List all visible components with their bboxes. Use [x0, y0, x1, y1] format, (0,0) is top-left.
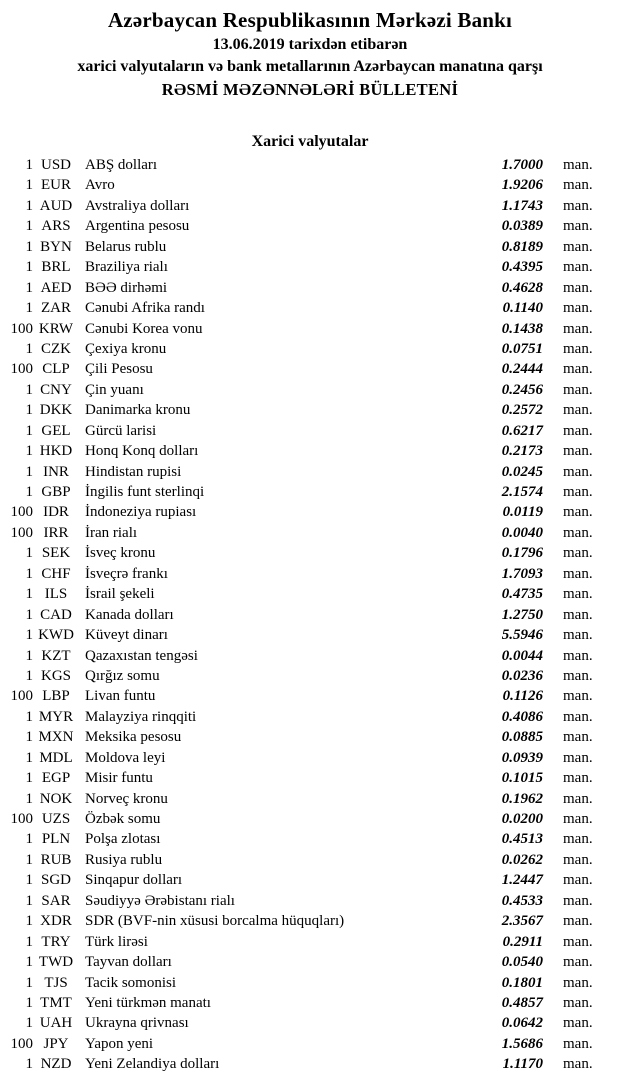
currency-name-cell: Səudiyyə Ərəbistanı rialı [85, 892, 235, 909]
quantity-cell: 1 [25, 627, 33, 644]
quantity-cell: 1 [25, 872, 33, 889]
quantity-cell: 1 [25, 279, 33, 296]
quantity-cell: 1 [25, 177, 33, 194]
table-row [0, 523, 620, 543]
currency-code-cell: USD [40, 157, 71, 173]
unit-cell: man. [563, 688, 593, 705]
unit-cell: man. [563, 933, 593, 950]
currency-name-cell: Livan funtu [85, 688, 156, 705]
quantity-cell: 1 [25, 708, 33, 725]
rate-cell: 0.0044 [501, 647, 543, 664]
table-row [0, 993, 620, 1013]
table-row [0, 1054, 620, 1073]
rate-cell: 0.2456 [501, 381, 543, 398]
currency-name-cell: BƏƏ dirhəmi [85, 279, 168, 296]
unit-cell: man. [563, 443, 593, 460]
currency-name-cell: Yeni türkmən manatı [85, 994, 211, 1011]
rate-cell: 0.4086 [501, 708, 543, 725]
rate-cell: 0.0245 [501, 463, 543, 480]
currency-name-cell: İran rialı [85, 524, 138, 541]
currency-name-cell: Norveç kronu [85, 790, 168, 807]
unit-cell: man. [563, 402, 593, 419]
quantity-cell: 1 [25, 340, 33, 357]
unit-cell: man. [563, 1015, 593, 1032]
currency-code-cell: TMT [40, 994, 72, 1011]
table-row [0, 359, 620, 379]
unit-cell: man. [563, 484, 593, 500]
currency-name-cell: Sinqapur dolları [85, 872, 183, 889]
currency-name-cell: SDR (BVF-nin xüsusi borcalma hüquqları) [85, 913, 345, 930]
rate-cell: 1.2750 [501, 606, 543, 623]
currency-name-cell: Çin yuanı [85, 381, 144, 398]
currency-name-cell: Rusiya rublu [85, 851, 163, 868]
rate-cell: 2.1574 [501, 484, 543, 500]
currency-code-cell: CZK [41, 340, 71, 357]
currency-code-cell: JPY [43, 1035, 69, 1052]
currency-name-cell: Belarus rublu [85, 238, 167, 255]
currency-code-cell: PLN [41, 831, 71, 848]
document-header [0, 0, 620, 101]
quantity-cell: 1 [25, 851, 33, 868]
table-row [0, 421, 620, 441]
table-row [0, 789, 620, 809]
quantity-cell: 1 [25, 667, 33, 684]
table-row [0, 502, 620, 522]
quantity-cell: 1 [25, 422, 33, 439]
table-row [0, 339, 620, 359]
currency-code-cell: XDR [40, 913, 72, 930]
quantity-cell: 1 [25, 586, 33, 603]
currency-name-cell: Yeni Zelandiya dolları [85, 1056, 220, 1073]
currency-name-cell: Qazaxıstan tengəsi [85, 647, 198, 664]
currency-code-cell: CHF [41, 565, 71, 582]
unit-cell: man. [563, 177, 593, 194]
currency-code-cell: SAR [41, 892, 71, 909]
currency-code-cell: CAD [40, 606, 72, 623]
quantity-cell: 1 [25, 443, 33, 460]
table-row [0, 666, 620, 686]
unit-cell: man. [563, 381, 593, 398]
unit-cell: man. [563, 913, 593, 930]
unit-cell: man. [563, 259, 593, 276]
section-title: Xarici valyutalar [251, 133, 369, 150]
table-row [0, 686, 620, 706]
currency-code-cell: TRY [41, 933, 71, 950]
rate-cell: 0.1962 [501, 790, 543, 807]
currency-code-cell: NOK [39, 790, 73, 807]
quantity-cell: 1 [25, 1056, 33, 1073]
quantity-cell: 100 [10, 811, 33, 827]
currency-code-cell: GBP [41, 484, 71, 500]
unit-cell: man. [563, 1056, 593, 1073]
table-row [0, 850, 620, 870]
quantity-cell: 1 [25, 749, 33, 766]
currency-name-cell: ABŞ dolları [85, 157, 158, 173]
rate-cell: 0.0540 [501, 954, 543, 971]
table-row [0, 911, 620, 931]
rate-cell: 1.9206 [501, 177, 543, 194]
quantity-cell: 1 [25, 1015, 33, 1032]
currency-name-cell: İndoneziya rupiası [85, 504, 197, 521]
unit-cell: man. [563, 831, 593, 848]
rate-cell: 0.0389 [501, 218, 543, 235]
rate-cell: 0.4735 [501, 586, 543, 603]
rate-cell: 1.7093 [501, 565, 543, 582]
rate-cell: 0.0642 [501, 1015, 543, 1032]
currency-code-cell: GEL [41, 422, 71, 439]
currency-name-cell: Küveyt dinarı [85, 627, 168, 644]
table-row [0, 973, 620, 993]
currency-name-cell: Qırğız somu [85, 667, 160, 684]
currency-name-cell: Moldova leyi [85, 749, 166, 766]
table-row [0, 441, 620, 461]
currency-name-cell: Yapon yeni [85, 1035, 154, 1052]
currency-code-cell: UZS [41, 811, 71, 827]
currency-name-cell: Türk lirəsi [85, 933, 148, 950]
table-row [0, 237, 620, 257]
unit-cell: man. [563, 749, 593, 766]
table-row [0, 870, 620, 890]
table-row [0, 298, 620, 318]
quantity-cell: 100 [10, 320, 33, 337]
table-row [0, 727, 620, 747]
quantity-cell: 1 [25, 218, 33, 235]
table-row [0, 564, 620, 584]
quantity-cell: 1 [25, 831, 33, 848]
table-row [0, 175, 620, 195]
table-row [0, 155, 620, 175]
rate-cell: 1.2447 [501, 872, 543, 889]
currency-name-cell: İsveç kronu [85, 545, 156, 562]
currency-code-cell: KWD [38, 627, 74, 644]
quantity-cell: 1 [25, 402, 33, 419]
currency-code-cell: CNY [40, 381, 72, 398]
unit-cell: man. [563, 524, 593, 541]
rate-cell: 1.1170 [502, 1056, 543, 1073]
currency-code-cell: IDR [43, 504, 69, 521]
currency-name-cell: Tacik somonisi [85, 974, 177, 991]
unit-cell: man. [563, 708, 593, 725]
unit-cell: man. [563, 1035, 593, 1052]
unit-cell: man. [563, 586, 593, 603]
rate-cell: 0.4395 [501, 259, 543, 276]
currency-code-cell: KZT [41, 647, 71, 664]
unit-cell: man. [563, 300, 593, 317]
table-row [0, 891, 620, 911]
table-row [0, 257, 620, 277]
table-row [0, 278, 620, 298]
table-row [0, 707, 620, 727]
rate-cell: 0.4513 [501, 831, 543, 848]
unit-cell: man. [563, 729, 593, 746]
quantity-cell: 1 [25, 197, 33, 214]
table-row [0, 646, 620, 666]
rate-cell: 0.0200 [501, 811, 543, 827]
currency-name-cell: İngilis funt sterlinqi [85, 484, 205, 500]
currency-code-cell: LBP [42, 688, 70, 705]
unit-cell: man. [563, 954, 593, 971]
currency-code-cell: RUB [40, 851, 72, 868]
quantity-cell: 1 [25, 647, 33, 664]
currency-name-cell: Çexiya kronu [85, 340, 167, 357]
rate-cell: 0.2173 [501, 443, 543, 460]
currency-code-cell: KGS [40, 667, 71, 684]
currency-code-cell: INR [43, 463, 69, 480]
currency-code-cell: BRL [41, 259, 71, 276]
currency-code-cell: BYN [40, 238, 72, 255]
currency-code-cell: EGP [41, 770, 71, 787]
unit-cell: man. [563, 545, 593, 562]
rate-cell: 0.1438 [501, 320, 543, 337]
quantity-cell: 1 [25, 484, 33, 500]
unit-cell: man. [563, 770, 593, 787]
quantity-cell: 1 [25, 545, 33, 562]
quantity-cell: 1 [25, 300, 33, 317]
quantity-cell: 100 [10, 1035, 33, 1052]
unit-cell: man. [563, 279, 593, 296]
rate-cell: 0.0119 [502, 504, 543, 521]
currency-name-cell: Braziliya rialı [85, 259, 168, 276]
currency-code-cell: MYR [38, 708, 74, 725]
currency-code-cell: MDL [39, 749, 73, 766]
quantity-cell: 100 [10, 524, 33, 541]
quantity-cell: 1 [25, 954, 33, 971]
table-row [0, 932, 620, 952]
currency-name-cell: Ukrayna qrivnası [85, 1015, 189, 1032]
unit-cell: man. [563, 872, 593, 889]
unit-cell: man. [563, 565, 593, 582]
quantity-cell: 100 [10, 688, 33, 705]
rate-cell: 0.8189 [501, 238, 543, 255]
quantity-cell: 1 [25, 157, 33, 173]
unit-cell: man. [563, 320, 593, 337]
table-row [0, 1034, 620, 1054]
rate-cell: 0.2444 [501, 361, 543, 378]
currency-name-cell: Cənubi Afrika randı [85, 300, 205, 317]
table-row [0, 809, 620, 829]
currency-code-cell: DKK [39, 402, 73, 419]
rate-cell: 0.0751 [501, 340, 543, 357]
quantity-cell: 1 [25, 770, 33, 787]
currency-code-cell: ZAR [41, 300, 71, 317]
unit-cell: man. [563, 667, 593, 684]
quantity-cell: 1 [25, 892, 33, 909]
rate-cell: 0.1015 [501, 770, 543, 787]
unit-cell: man. [563, 218, 593, 235]
rate-cell: 0.0885 [501, 729, 543, 746]
unit-cell: man. [563, 606, 593, 623]
document-subtitle: xarici valyutaların və bank metallarının Azərbaycan manatına qarşı [77, 58, 543, 75]
table-row [0, 1013, 620, 1033]
rate-cell: 0.1126 [502, 688, 543, 705]
quantity-cell: 1 [25, 381, 33, 398]
currency-name-cell: Honq Konq dolları [85, 443, 199, 460]
currency-code-cell: KRW [38, 320, 74, 337]
currency-code-cell: AED [40, 279, 72, 296]
currency-name-cell: Çili Pesosu [85, 361, 153, 378]
unit-cell: man. [563, 994, 593, 1011]
currency-code-cell: AUD [39, 197, 73, 214]
currency-code-cell: ILS [44, 586, 68, 603]
currency-name-cell: Meksika pesosu [85, 729, 182, 746]
rate-cell: 0.4628 [501, 279, 543, 296]
rate-cell: 1.1743 [501, 197, 543, 214]
table-row [0, 605, 620, 625]
table-row [0, 482, 620, 502]
table-row [0, 584, 620, 604]
quantity-cell: 1 [25, 606, 33, 623]
rate-cell: 0.1801 [501, 974, 543, 991]
table-row [0, 380, 620, 400]
unit-cell: man. [563, 422, 593, 439]
rate-cell: 1.5686 [501, 1035, 543, 1052]
quantity-cell: 1 [25, 463, 33, 480]
rate-cell: 0.4533 [501, 892, 543, 909]
currency-code-cell: CLP [42, 361, 70, 378]
quantity-cell: 1 [25, 729, 33, 746]
unit-cell: man. [563, 647, 593, 664]
rate-cell: 0.0939 [501, 749, 543, 766]
unit-cell: man. [563, 790, 593, 807]
currency-name-cell: Avro [85, 177, 115, 194]
unit-cell: man. [563, 361, 593, 378]
quantity-cell: 1 [25, 933, 33, 950]
unit-cell: man. [563, 974, 593, 991]
currency-name-cell: Avstraliya dolları [85, 197, 190, 214]
effective-date: 13.06.2019 tarixdən etibarən [212, 36, 408, 53]
rate-cell: 1.7000 [501, 157, 543, 173]
rate-cell: 0.2572 [501, 402, 543, 419]
currency-code-cell: SGD [40, 872, 71, 889]
bulletin-title: RƏSMİ MƏZƏNNƏLƏRİ BÜLLETENİ [161, 80, 459, 99]
currency-code-cell: EUR [41, 177, 71, 194]
bank-title: Azərbaycan Respublikasının Mərkəzi Bankı [107, 8, 513, 32]
currency-code-cell: SEK [41, 545, 71, 562]
quantity-cell: 100 [10, 361, 33, 378]
unit-cell: man. [563, 238, 593, 255]
unit-cell: man. [563, 892, 593, 909]
quantity-cell: 100 [10, 504, 33, 521]
currency-name-cell: Tayvan dolları [85, 954, 172, 971]
currency-name-cell: Özbək somu [85, 811, 161, 827]
rate-cell: 0.4857 [501, 994, 543, 1011]
table-row [0, 768, 620, 788]
currency-code-cell: IRR [43, 524, 69, 541]
currency-code-cell: TWD [38, 954, 74, 971]
unit-cell: man. [563, 851, 593, 868]
table-row [0, 216, 620, 236]
currency-code-cell: UAH [39, 1015, 73, 1032]
unit-cell: man. [563, 504, 593, 521]
rate-cell: 0.6217 [501, 422, 543, 439]
unit-cell: man. [563, 340, 593, 357]
unit-cell: man. [563, 197, 593, 214]
rate-cell: 0.1140 [502, 300, 543, 317]
currency-code-cell: NZD [40, 1056, 72, 1073]
currency-name-cell: Misir funtu [85, 770, 153, 787]
rate-cell: 0.0040 [501, 524, 543, 541]
rate-cell: 0.2911 [502, 933, 543, 950]
currency-name-cell: İsrail şekeli [85, 586, 155, 603]
unit-cell: man. [563, 463, 593, 480]
currency-name-cell: İsveçrə frankı [85, 565, 168, 582]
quantity-cell: 1 [25, 259, 33, 276]
rate-cell: 2.3567 [501, 913, 543, 930]
rate-cell: 5.5946 [501, 627, 543, 644]
currency-name-cell: Argentina pesosu [85, 218, 190, 235]
table-row [0, 319, 620, 339]
quantity-cell: 1 [25, 790, 33, 807]
table-row [0, 400, 620, 420]
rates-table [0, 155, 620, 1073]
currency-name-cell: Cənubi Korea vonu [85, 320, 203, 337]
table-row [0, 196, 620, 216]
currency-name-cell: Malayziya rinqqiti [85, 708, 197, 725]
table-row [0, 462, 620, 482]
quantity-cell: 1 [25, 994, 33, 1011]
currency-code-cell: ARS [41, 218, 71, 235]
table-row [0, 543, 620, 563]
currency-code-cell: HKD [39, 443, 73, 460]
table-row [0, 952, 620, 972]
quantity-cell: 1 [25, 974, 33, 991]
unit-cell: man. [563, 811, 593, 827]
unit-cell: man. [563, 627, 593, 644]
rate-cell: 0.0236 [501, 667, 543, 684]
currency-code-cell: MXN [38, 729, 74, 746]
unit-cell: man. [563, 157, 593, 173]
currency-name-cell: Polşa zlotası [85, 831, 161, 848]
quantity-cell: 1 [25, 238, 33, 255]
currency-name-cell: Danimarka kronu [85, 402, 191, 419]
currency-name-cell: Kanada dolları [85, 606, 174, 623]
quantity-cell: 1 [25, 565, 33, 582]
table-row [0, 748, 620, 768]
currency-name-cell: Gürcü larisi [85, 422, 157, 439]
quantity-cell: 1 [25, 913, 33, 930]
table-row [0, 625, 620, 645]
currency-name-cell: Hindistan rupisi [85, 463, 182, 480]
rate-cell: 0.0262 [501, 851, 543, 868]
table-row [0, 829, 620, 849]
currency-code-cell: TJS [44, 974, 68, 991]
rate-cell: 0.1796 [501, 545, 543, 562]
